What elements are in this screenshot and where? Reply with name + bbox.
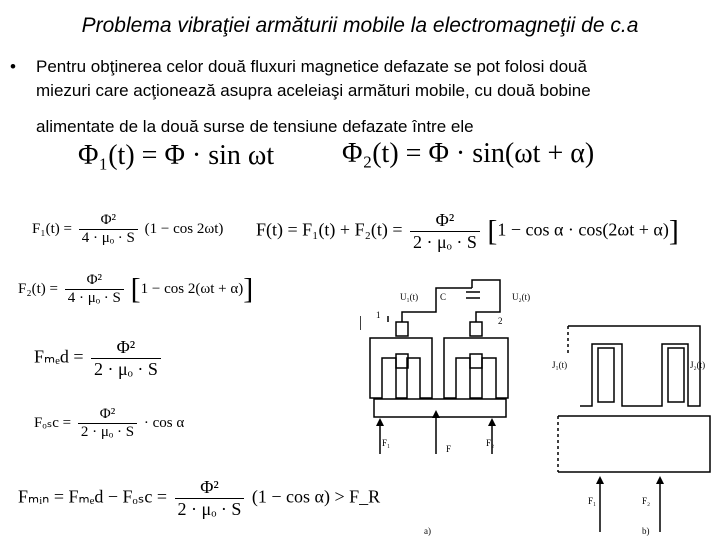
equation-phi1: Φ₁(t) = Φ · sin ωt bbox=[78, 140, 275, 171]
equation-f1 bbox=[32, 212, 223, 247]
slide-title: Problema vibraţiei armăturii mobile la electromagneţii de c.a bbox=[81, 14, 639, 37]
f2-numerator: Φ² bbox=[86, 272, 103, 288]
f2-bracket-close: ] bbox=[243, 272, 254, 306]
bullet-dot: • bbox=[10, 57, 16, 76]
coil-side-2 bbox=[668, 348, 684, 402]
bullet-paragraph bbox=[10, 55, 710, 139]
f1-denominator: 4 · μₒ · S bbox=[79, 229, 138, 247]
ft-right: 1 − cos α · cos(2ωt + α) bbox=[497, 219, 669, 240]
bullet-line-1: Pentru obţinerea celor două fluxuri magnetice defazate se pot folosi două bbox=[36, 57, 587, 76]
label-f: F bbox=[446, 444, 452, 454]
f2-right: 1 − cos 2(ωt + α) bbox=[140, 280, 244, 297]
f2-fraction bbox=[65, 272, 124, 307]
bullet-line-2: miezuri care acţionează asupra aceleiaşi armături mobile, cu două bobine bbox=[36, 81, 591, 100]
fmin-right: (1 − cos α) > F_R bbox=[251, 486, 381, 507]
armature-side bbox=[558, 416, 710, 472]
fosc-fraction bbox=[78, 406, 137, 441]
equation-phi2: Φ₂(t) = Φ · sin(ωt + α) bbox=[342, 138, 595, 169]
fmin-fraction bbox=[175, 477, 245, 520]
label-f2: F₂ bbox=[486, 438, 495, 448]
fmin-left: Fₘᵢₙ = Fₘₑd − Fₒₛc = bbox=[18, 486, 168, 507]
fmed-denominator: 2 · μₒ · S bbox=[91, 358, 161, 380]
label-coil-2: 2 bbox=[498, 316, 503, 326]
coil-2-bottom bbox=[470, 354, 482, 368]
ft-fraction bbox=[410, 210, 480, 253]
label-coil-1: 1 bbox=[376, 310, 381, 320]
equation-fosc bbox=[34, 406, 184, 441]
fosc-numerator: Φ² bbox=[99, 406, 116, 422]
f1-numerator: Φ² bbox=[100, 212, 117, 228]
fmin-denominator: 2 · μₒ · S bbox=[175, 498, 245, 520]
fosc-right: · cos α bbox=[143, 414, 185, 431]
coil-side-1 bbox=[598, 348, 614, 402]
f1-left: F₁(t) = bbox=[32, 220, 72, 237]
equation-fmin bbox=[18, 477, 380, 520]
coil-1-bottom bbox=[396, 354, 408, 368]
caption-b: b) bbox=[642, 526, 650, 536]
f1-right: (1 − cos 2ωt) bbox=[144, 220, 224, 237]
equation-f2 bbox=[18, 272, 253, 307]
f2-bracket-open: [ bbox=[130, 272, 141, 306]
f2-denominator: 4 · μₒ · S bbox=[65, 289, 124, 307]
equation-fmed bbox=[34, 337, 164, 380]
ft-numerator: Φ² bbox=[435, 210, 455, 230]
label-u1: U₁(t) bbox=[400, 292, 419, 302]
ft-bracket-open: [ bbox=[487, 214, 498, 248]
label-u2: U₂(t) bbox=[512, 292, 531, 302]
bullet-line-3: alimentate de la două surse de tensiune defazate între ele bbox=[36, 117, 474, 136]
label-f2-b: F₂ bbox=[642, 496, 651, 506]
coil-2-top bbox=[470, 322, 482, 336]
fmin-numerator: Φ² bbox=[200, 477, 219, 497]
mobile-armature bbox=[374, 399, 506, 417]
f2-left: F₂(t) = bbox=[18, 280, 58, 297]
label-j2: J₂(t) bbox=[690, 360, 706, 370]
ft-bracket-close: ] bbox=[668, 214, 679, 248]
electromagnet-figure-a bbox=[360, 276, 560, 540]
label-f1: F₁ bbox=[382, 438, 391, 448]
fosc-denominator: 2 · μₒ · S bbox=[78, 423, 137, 441]
fmed-fraction bbox=[91, 337, 161, 380]
ft-denominator: 2 · μₒ · S bbox=[410, 231, 480, 253]
fosc-left: Fₒₛc = bbox=[34, 414, 72, 431]
label-f1-b: F₁ bbox=[588, 496, 597, 506]
core-side bbox=[568, 326, 700, 406]
electromagnet-figure-b bbox=[550, 296, 720, 540]
fmed-left: Fₘₑd = bbox=[34, 346, 84, 367]
caption-a: a) bbox=[424, 526, 431, 536]
equation-ft bbox=[256, 210, 679, 253]
ft-left: F(t) = F₁(t) + F₂(t) = bbox=[256, 219, 403, 240]
coil-1-top bbox=[396, 322, 408, 336]
label-j1: J₁(t) bbox=[552, 360, 568, 370]
fmed-numerator: Φ² bbox=[116, 337, 136, 357]
label-c: C bbox=[440, 292, 447, 302]
f1-fraction bbox=[79, 212, 138, 247]
